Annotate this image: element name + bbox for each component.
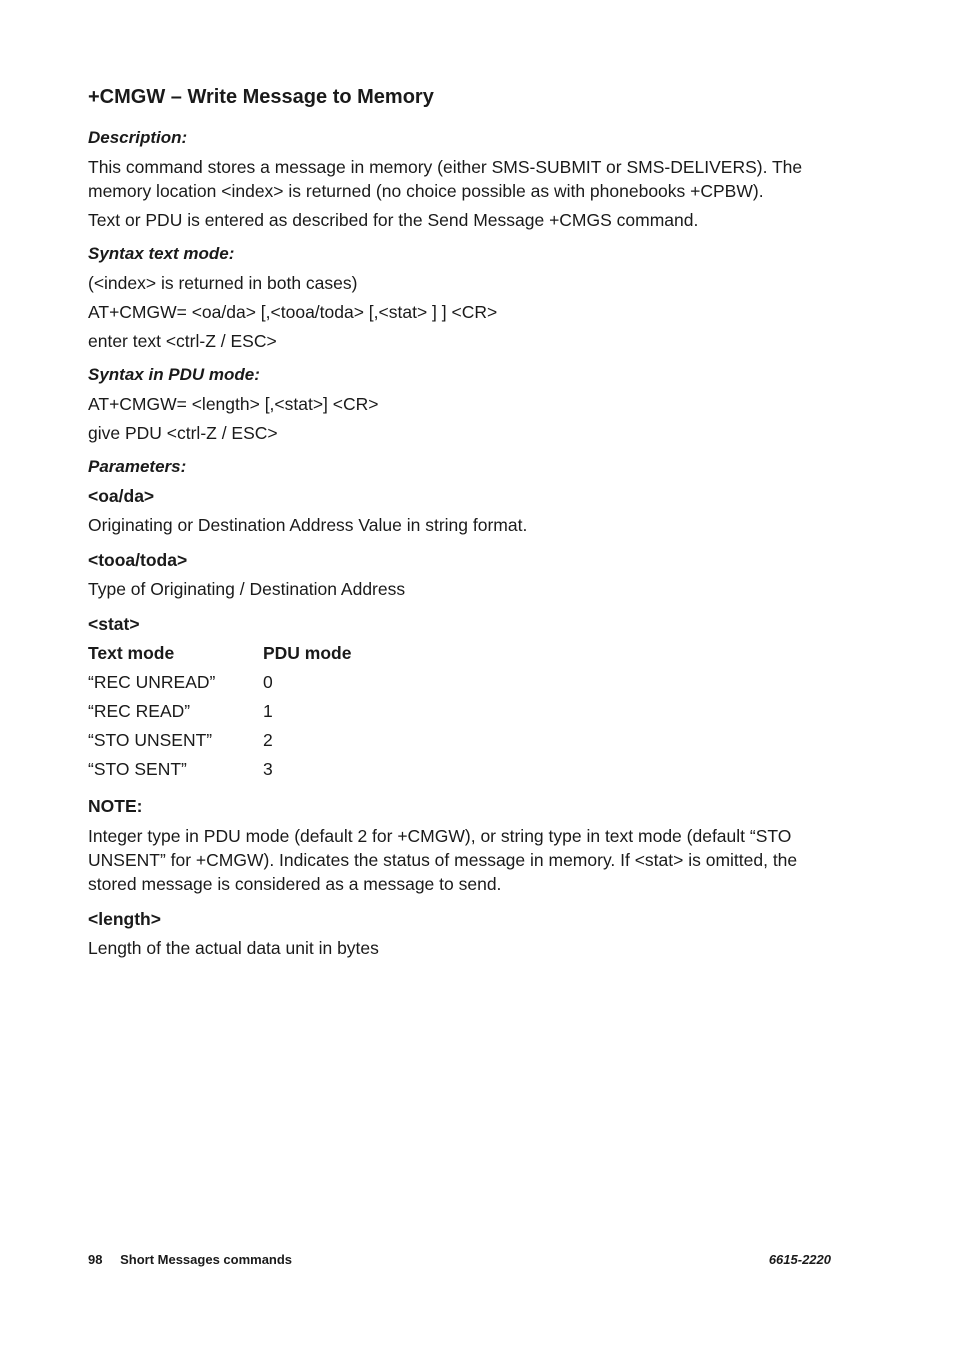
param-length-desc: Length of the actual data unit in bytes [88, 938, 379, 958]
table-cell: 2 [263, 730, 273, 750]
table-cell: 0 [263, 672, 273, 692]
column-header-pdu-mode: PDU mode [263, 643, 352, 663]
description-heading: Description: [88, 128, 188, 147]
syntax-pdu-line: give PDU <ctrl-Z / ESC> [88, 423, 278, 443]
table-cell: “STO UNSENT” [88, 730, 213, 750]
parameters-heading: Parameters: [88, 457, 187, 476]
param-length-name: <length> [88, 909, 161, 929]
syntax-text-heading: Syntax text mode: [88, 244, 235, 263]
page-title: +CMGW – Write Message to Memory [88, 86, 434, 108]
table-row [88, 699, 351, 728]
stat-table [88, 641, 351, 786]
document-page [88, 84, 848, 965]
syntax-text-line: (<index> is returned in both cases) [88, 273, 358, 293]
table-row [88, 728, 351, 757]
table-cell: “REC UNREAD” [88, 672, 216, 692]
column-header-text-mode: Text mode [88, 643, 175, 663]
table-cell: 1 [263, 701, 273, 721]
table-cell: “STO SENT” [88, 759, 187, 779]
param-oada-name: <oa/da> [88, 486, 155, 506]
param-stat-name: <stat> [88, 614, 140, 634]
table-row [88, 757, 351, 786]
table-header-row [88, 641, 351, 670]
table-cell: “REC READ” [88, 701, 191, 721]
param-tooa-desc: Type of Originating / Destination Address [88, 579, 406, 599]
note-heading: NOTE: [88, 796, 143, 816]
document-id: 6615-2220 [768, 1252, 831, 1267]
note-text: Integer type in PDU mode (default 2 for +CMGW), or string type in text mode (default “STO UNSENT” for +CMGW). Indicates the status of message in memory. If <stat> is omitted, the stored message is considered as a message to send. [88, 826, 798, 894]
description-paragraph-1: This command stores a message in memory (either SMS-SUBMIT or SMS-DELIVERS). The memory location <index> is returned (no choice possible as with phonebooks +CPBW). [88, 157, 803, 201]
param-oada-desc: Originating or Destination Address Value in string format. [88, 515, 528, 535]
syntax-text-line: AT+CMGW= <oa/da> [,<tooa/toda> [,<stat> ] ] <CR> [88, 302, 498, 322]
syntax-pdu-line: AT+CMGW= <length> [,<stat>] <CR> [88, 394, 379, 414]
description-paragraph-2: Text or PDU is entered as described for the Send Message +CMGS command. [88, 210, 699, 230]
table-row [88, 670, 351, 699]
syntax-text-line: enter text <ctrl-Z / ESC> [88, 331, 277, 351]
syntax-pdu-heading: Syntax in PDU mode: [88, 365, 260, 384]
param-tooa-name: <tooa/toda> [88, 550, 188, 570]
table-cell: 3 [263, 759, 273, 779]
section-name: Short Messages commands [120, 1252, 293, 1267]
page-number: 98 [88, 1252, 103, 1267]
